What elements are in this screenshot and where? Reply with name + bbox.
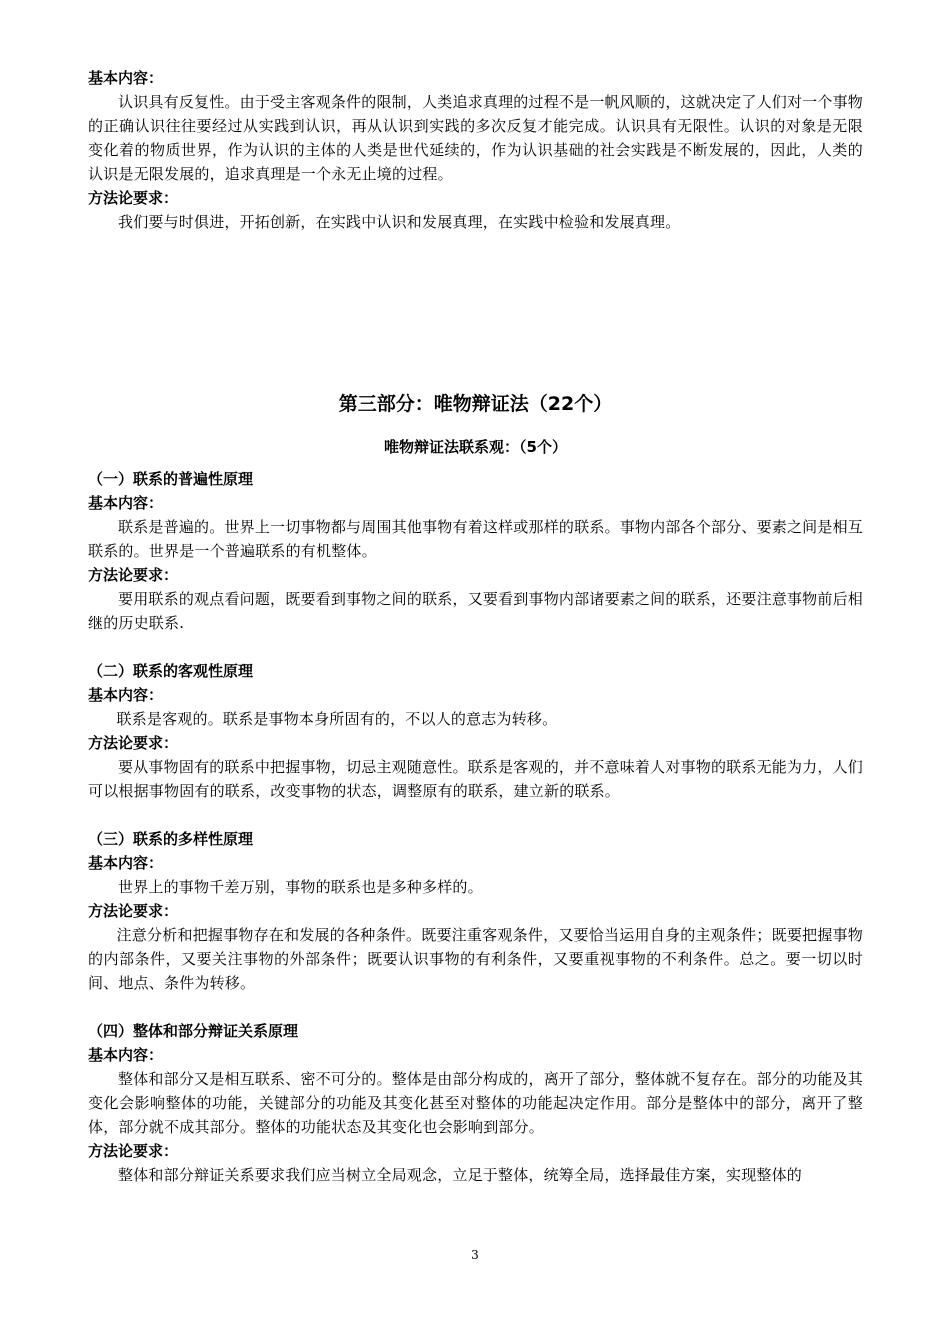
spacer — [88, 803, 863, 827]
basic-content-label: 基本内容： — [88, 1046, 164, 1064]
method-text: 整体和部分辩证关系要求我们应当树立全局观念，立足于整体，统筹全局，选择最佳方案，实现整体的 — [118, 1166, 803, 1184]
method-text: 注意分析和把握事物存在和发展的各种条件。既要注重客观条件，又要恰当运用自身的主观条件；既要把握事物的内部条件，又要关注事物的外部条件；既要认识事物的有利条件，又要重视事物的不利条件。总之。要一切以时间、地点、条件为转移。 — [88, 926, 863, 992]
basic-content-label: 基本内容： — [88, 494, 164, 512]
section-1 — [88, 467, 863, 635]
method-text: 我们要与时俱进，开拓创新，在实践中认识和发展真理，在实践中检验和发展真理。 — [118, 213, 681, 231]
section-title: （三）联系的多样性原理 — [88, 830, 254, 848]
method-text: 要从事物固有的联系中把握事物，切忌主观随意性。联系是客观的，并不意味着人对事物的联系无能为力，人们可以根据事物固有的联系，改变事物的状态，调整原有的联系，建立新的联系。 — [88, 758, 863, 800]
part-title: 第三部分：唯物辩证法（22个） — [338, 393, 613, 415]
method-label: 方法论要求： — [88, 734, 179, 752]
method-text: 要用联系的观点看问题，既要看到事物之间的联系，又要看到事物内部诸要素之间的联系，还要注意事物前后相继的历史联系. — [88, 590, 863, 632]
method-label: 方法论要求： — [88, 902, 179, 920]
spacer — [88, 234, 863, 389]
section-title: （四）整体和部分辩证关系原理 — [88, 1022, 299, 1040]
section-subtitle: 唯物辩证法联系观：（5个） — [384, 438, 567, 456]
method-label: 方法论要求： — [88, 1142, 179, 1160]
basic-content-label: 基本内容： — [88, 686, 164, 704]
section-2 — [88, 659, 863, 803]
basic-content-text: 认识具有反复性。由于受主客观条件的限制，人类追求真理的过程不是一帆风顺的，这就决定了人们对一个事物的正确认识往往要经过从实践到认识，再从认识到实践的多次反复才能完成。认识具有无限性。认识的对象是无限变化着的物质世界，作为认识的主体的人类是世代延续的，作为认识基础的社会实践是不断发展的，因此，人类的认识是无限发展的，追求真理是一个永无止境的过程。 — [88, 93, 863, 183]
page-content — [88, 66, 863, 1187]
method-label: 方法论要求： — [88, 566, 179, 584]
section-4 — [88, 1019, 863, 1187]
method-label: 方法论要求： — [88, 189, 179, 207]
basic-content-text: 联系是客观的。联系是事物本身所固有的，不以人的意志为转移。 — [116, 710, 558, 728]
basic-content-label: 基本内容： — [88, 854, 164, 872]
basic-content-text: 整体和部分又是相互联系、密不可分的。整体是由部分构成的，离开了部分，整体就不复存在。部分的功能及其变化会影响整体的功能，关键部分的功能及其变化甚至对整体的功能起决定作用。部分是整体中的部分，离开了整体，部分就不成其部分。整体的功能状态及其变化也会影响到部分。 — [88, 1070, 863, 1136]
spacer — [88, 995, 863, 1019]
basic-content-label: 基本内容： — [88, 69, 164, 87]
section-title: （二）联系的客观性原理 — [88, 662, 254, 680]
section-3 — [88, 827, 863, 995]
basic-content-text: 联系是普遍的。世界上一切事物都与周围其他事物有着这样或那样的联系。事物内部各个部分、要素之间是相互联系的。世界是一个普遍联系的有机整体。 — [88, 518, 863, 560]
spacer — [88, 635, 863, 659]
page-number: 3 — [471, 1248, 479, 1262]
section-title: （一）联系的普遍性原理 — [88, 470, 254, 488]
basic-content-text: 世界上的事物千差万别，事物的联系也是多种多样的。 — [118, 878, 483, 896]
